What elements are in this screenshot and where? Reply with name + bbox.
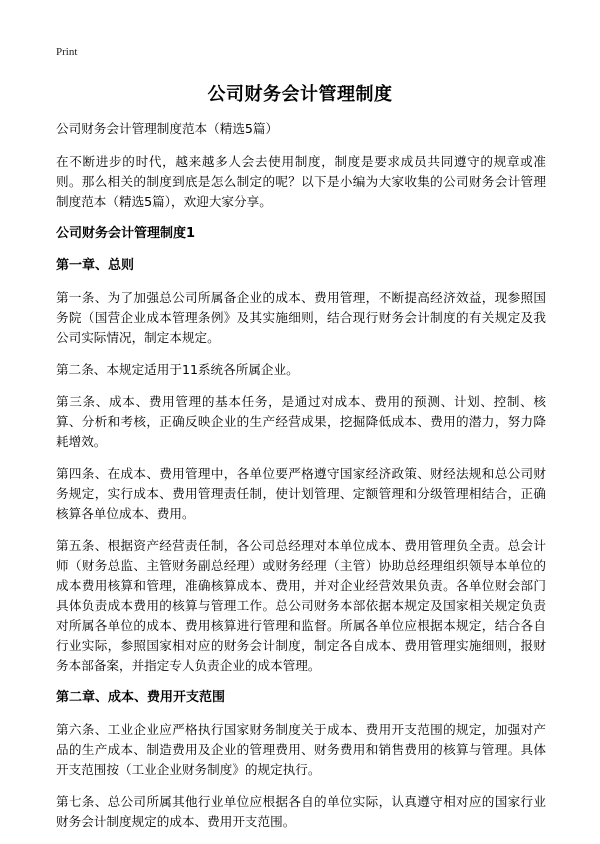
article-4: 第四条、在成本、费用管理中，各单位要严格遵守国家经济政策、财经法规和总公司财务规定，实行成本、费用管理责任制，使计划管理、定额管理和分级管理相结合，正确核算各单位成本、费用。 bbox=[56, 466, 546, 521]
print-label[interactable]: Print bbox=[56, 46, 78, 58]
document-title: 公司财务会计管理制度 bbox=[207, 84, 393, 105]
article-5: 第五条、根据资产经营责任制，各公司总经理对本单位成本、费用管理负全责。总会计师（财务总监、主管财务副总经理）或财务经理（主管）协助总经理组织领导本单位的成本费用核算和管理，准确核算成本、费用，并对企业经营效果负责。各单位财会部门具体负责成本费用的核算与管理工作。总公司财务本部依据本规定及国家相关规定负责对所属各单位的成本、费用核算进行管理和监督。所属各单位应根据本规定，结合各自行业实际，参照国家相对应的财务会计制度，制定各自成本、费用管理实施细则，报财务本部备案，并指定专人负责企业的成本管理。 bbox=[56, 538, 546, 673]
document-subtitle: 公司财务会计管理制度范本（精选5篇） bbox=[56, 121, 279, 136]
document-body bbox=[56, 120, 546, 844]
article-2: 第二条、本规定适用于11系统各所属企业。 bbox=[56, 362, 299, 377]
chapter-heading-1: 第一章、总则 bbox=[56, 258, 135, 273]
intro-paragraph: 在不断进步的时代，越来越多人会去使用制度，制度是要求成员共同遵守的规章或准则。那么相关的制度到底是怎么制定的呢？以下是小编为大家收集的公司财务会计管理制度范本（精选5篇），欢迎大家分享。 bbox=[56, 154, 546, 209]
article-1: 第一条、为了加强总公司所属备企业的成本、费用管理，不断提高经济效益，现参照国务院（国营企业成本管理条例》及其实施细则，结合现行财务会计制度的有关规定及我公司实际情况，制定本规定。 bbox=[56, 290, 546, 345]
article-7: 第七条、总公司所属其他行业单位应根据各自的单位实际，认真遵守相对应的国家行业财务会计制度规定的成本、费用开支范围。 bbox=[56, 794, 546, 829]
article-6: 第六条、工业企业应严格执行国家财务制度关于成本、费用开支范围的规定，加强对产品的生产成本、制造费用及企业的管理费用、财务费用和销售费用的核算与管理。具体开支范围按（工业企业财务制度》的规定执行。 bbox=[56, 722, 546, 777]
article-3: 第三条、成本、费用管理的基本任务，是通过对成本、费用的预测、计划、控制、核算、分析和考核，正确反映企业的生产经营成果，挖掘降低成本、费用的潜力，努力降耗增效。 bbox=[56, 394, 546, 449]
chapter-heading-2: 第二章、成本、费用开支范围 bbox=[56, 690, 226, 705]
section-heading-1: 公司财务会计管理制度1 bbox=[56, 226, 196, 241]
